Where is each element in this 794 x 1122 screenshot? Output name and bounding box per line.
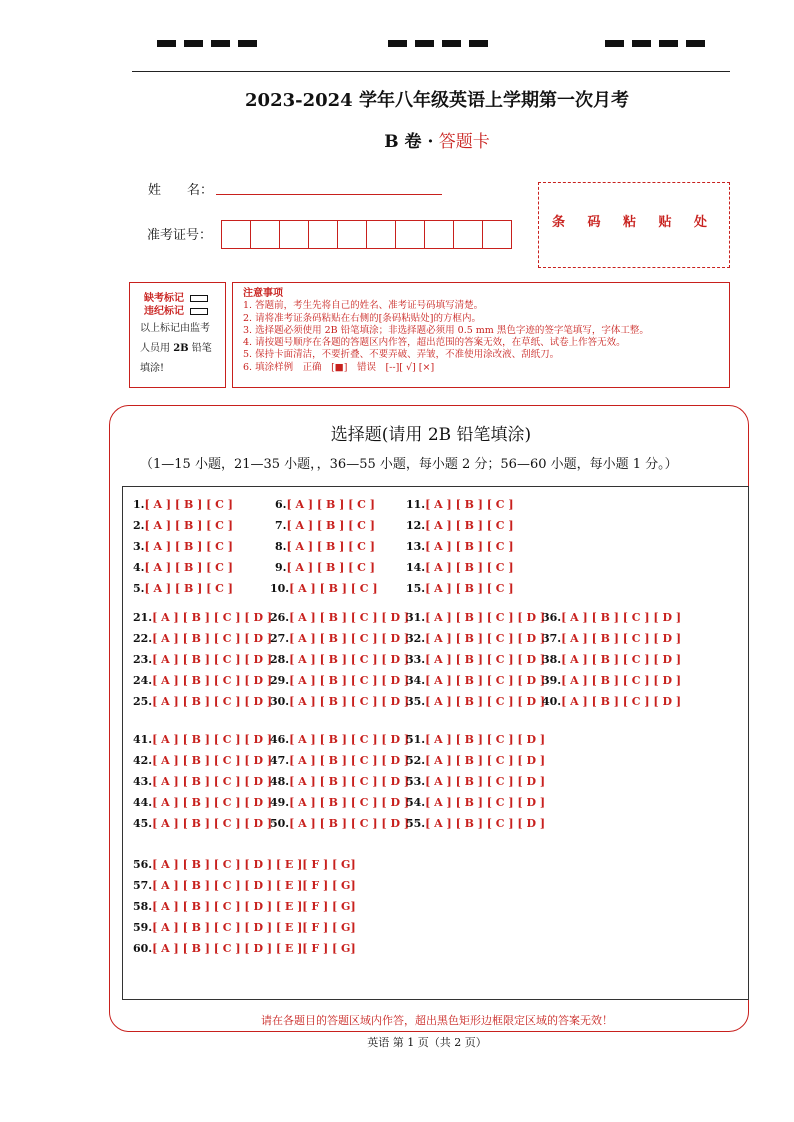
- answer-options[interactable]: [ A ] [ B ] [ C ] [ D ]: [289, 674, 410, 687]
- answer-options[interactable]: [ A ] [ B ] [ C ] [ D ]: [425, 653, 546, 666]
- answer-options[interactable]: [ A ] [ B ] [ C ] [ D ]: [425, 775, 546, 788]
- answer-options[interactable]: [ A ] [ B ] [ C ] [ D ] [ E ][ F ] [ G]: [152, 879, 356, 892]
- question-number: 54.: [406, 796, 426, 809]
- question-row[interactable]: [133, 674, 272, 687]
- answer-options[interactable]: [ A ] [ B ] [ C ]: [425, 582, 514, 595]
- answer-options[interactable]: [ A ] [ B ] [ C ]: [144, 519, 233, 532]
- question-number: 56.: [133, 858, 153, 871]
- question-number: 15.: [406, 582, 426, 595]
- id-digit-box[interactable]: [337, 220, 367, 249]
- question-number: 2.: [133, 519, 145, 532]
- question-row[interactable]: [270, 632, 409, 645]
- answer-options[interactable]: [ A ] [ B ] [ C ] [ D ]: [425, 695, 546, 708]
- answer-options[interactable]: [ A ] [ B ] [ C ] [ D ] [ E ][ F ] [ G]: [152, 858, 356, 871]
- question-row[interactable]: [542, 632, 681, 645]
- answer-options[interactable]: [ A ] [ B ] [ C ]: [144, 582, 233, 595]
- question-row[interactable]: [275, 561, 375, 574]
- question-row[interactable]: [275, 498, 375, 511]
- answer-options[interactable]: [ A ] [ B ] [ C ] [ D ]: [425, 632, 546, 645]
- question-number: 7.: [275, 519, 287, 532]
- question-row[interactable]: [406, 674, 545, 687]
- answer-options[interactable]: [ A ] [ B ] [ C ] [ D ]: [425, 796, 546, 809]
- answer-options[interactable]: [ A ] [ B ] [ C ] [ D ]: [561, 632, 682, 645]
- question-number: 24.: [133, 674, 153, 687]
- question-number: 28.: [270, 653, 290, 666]
- notes-box: [232, 282, 730, 388]
- id-digit-box[interactable]: [366, 220, 396, 249]
- question-row[interactable]: [133, 942, 356, 955]
- answer-sheet-label: 答题卡: [433, 132, 490, 152]
- question-number: 27.: [270, 632, 290, 645]
- question-number: 53.: [406, 775, 426, 788]
- name-field[interactable]: [216, 194, 442, 195]
- id-digit-box[interactable]: [250, 220, 280, 249]
- question-row[interactable]: [270, 653, 409, 666]
- answer-options[interactable]: [ A ] [ B ] [ C ] [ D ]: [289, 632, 410, 645]
- question-number: 21.: [133, 611, 153, 624]
- answer-options[interactable]: [ A ] [ B ] [ C ]: [286, 540, 375, 553]
- answer-options[interactable]: [ A ] [ B ] [ C ] [ D ]: [289, 733, 410, 746]
- page-subtitle: [0, 127, 794, 152]
- question-row[interactable]: [406, 796, 545, 809]
- question-row[interactable]: [542, 653, 681, 666]
- question-number: 3.: [133, 540, 145, 553]
- answer-options[interactable]: [ A ] [ B ] [ C ] [ D ]: [152, 695, 273, 708]
- question-row[interactable]: [406, 519, 514, 532]
- id-digit-box[interactable]: [453, 220, 483, 249]
- section-subtitle: （1—15 小题，21—35 小题，，36—55 小题，每小题 2 分；56—60 小题，每小题 1 分。）: [140, 457, 678, 472]
- answer-options[interactable]: [ A ] [ B ] [ C ] [ D ]: [425, 817, 546, 830]
- answer-options[interactable]: [ A ] [ B ] [ C ] [ D ]: [425, 674, 546, 687]
- question-row[interactable]: [133, 858, 356, 871]
- header-divider: [132, 71, 730, 72]
- question-row[interactable]: [406, 653, 545, 666]
- absent-mark-label: 缺考标记: [144, 293, 184, 304]
- question-number: 25.: [133, 695, 153, 708]
- question-row[interactable]: [270, 775, 409, 788]
- barcode-area: [538, 182, 730, 268]
- question-number: 52.: [406, 754, 426, 767]
- binding-mark: [632, 40, 651, 47]
- question-row[interactable]: [133, 921, 356, 934]
- answer-options[interactable]: [ A ] [ B ] [ C ] [ D ] [ E ][ F ] [ G]: [152, 942, 356, 955]
- answer-options[interactable]: [ A ] [ B ] [ C ] [ D ]: [152, 796, 273, 809]
- supervisor-mark-box: [129, 282, 226, 388]
- question-row[interactable]: [406, 695, 545, 708]
- violation-checkbox[interactable]: [190, 308, 208, 315]
- answer-options[interactable]: [ A ] [ B ] [ C ] [ D ]: [289, 695, 410, 708]
- note-line: 4. 请按题号顺序在各题的答题区内作答，超出范围的答案无效，在草纸、试卷上作答无效。: [243, 337, 626, 349]
- id-label: 准考证号：: [147, 228, 213, 243]
- answer-options[interactable]: [ A ] [ B ] [ C ]: [144, 561, 233, 574]
- question-row[interactable]: [133, 582, 233, 595]
- binding-mark: [442, 40, 461, 47]
- answer-options[interactable]: [ A ] [ B ] [ C ] [ D ]: [152, 754, 273, 767]
- question-row[interactable]: [133, 498, 233, 511]
- question-row[interactable]: [270, 674, 409, 687]
- question-row[interactable]: [270, 796, 409, 809]
- question-number: 31.: [406, 611, 426, 624]
- binding-mark: [211, 40, 230, 47]
- question-number: 38.: [542, 653, 562, 666]
- question-row[interactable]: [270, 695, 409, 708]
- question-number: 51.: [406, 733, 426, 746]
- question-row[interactable]: [133, 754, 272, 767]
- paper-version: B 卷 ·: [384, 132, 434, 152]
- answer-options[interactable]: [ A ] [ B ] [ C ] [ D ]: [561, 611, 682, 624]
- question-number: 34.: [406, 674, 426, 687]
- question-number: 40.: [542, 695, 562, 708]
- answer-options[interactable]: [ A ] [ B ] [ C ] [ D ]: [289, 775, 410, 788]
- answer-options[interactable]: [ A ] [ B ] [ C ]: [425, 540, 514, 553]
- answer-options[interactable]: [ A ] [ B ] [ C ] [ D ]: [152, 611, 273, 624]
- binding-mark: [388, 40, 407, 47]
- question-number: 8.: [275, 540, 287, 553]
- answer-options[interactable]: [ A ] [ B ] [ C ] [ D ]: [289, 611, 410, 624]
- question-row[interactable]: [275, 519, 375, 532]
- page-title: 2023-2024 学年八年级英语上学期第一次月考: [245, 90, 629, 111]
- answer-options[interactable]: [ A ] [ B ] [ C ]: [425, 519, 514, 532]
- question-number: 36.: [542, 611, 562, 624]
- question-row[interactable]: [406, 611, 545, 624]
- note-line: 2. 请将准考证条码粘贴在右侧的[条码粘贴处]的方框内。: [243, 312, 481, 324]
- note-line: 1. 答题前，考生先将自己的姓名、准考证号码填写清楚。: [243, 300, 484, 312]
- question-number: 44.: [133, 796, 153, 809]
- violation-mark-label: 违纪标记: [144, 306, 184, 317]
- question-number: 49.: [270, 796, 290, 809]
- binding-mark: [238, 40, 257, 47]
- answer-options[interactable]: [ A ] [ B ] [ C ] [ D ]: [561, 695, 682, 708]
- question-number: 55.: [406, 817, 426, 830]
- answer-options[interactable]: [ A ] [ B ] [ C ]: [425, 498, 514, 511]
- question-number: 11.: [406, 498, 426, 511]
- question-number: 58.: [133, 900, 153, 913]
- question-number: 57.: [133, 879, 153, 892]
- question-row[interactable]: [406, 775, 545, 788]
- question-row[interactable]: [406, 733, 545, 746]
- answer-options[interactable]: [ A ] [ B ] [ C ]: [289, 582, 378, 595]
- answer-options[interactable]: [ A ] [ B ] [ C ] [ D ]: [425, 733, 546, 746]
- question-number: 37.: [542, 632, 562, 645]
- question-number: 29.: [270, 674, 290, 687]
- question-row[interactable]: [270, 582, 378, 595]
- question-row[interactable]: [133, 796, 272, 809]
- mark-instruction-2: [140, 339, 212, 354]
- answer-area-warning: 请在各题目的答题区域内作答，超出黑色矩形边框限定区域的答案无效！: [261, 1014, 613, 1027]
- question-number: 10.: [270, 582, 290, 595]
- answer-options[interactable]: [ A ] [ B ] [ C ] [ D ] [ E ][ F ] [ G]: [152, 900, 356, 913]
- id-digit-box[interactable]: [424, 220, 454, 249]
- page-footer: 英语 第 1 页（共 2 页）: [367, 1036, 487, 1049]
- question-row[interactable]: [406, 582, 514, 595]
- answer-options[interactable]: [ A ] [ B ] [ C ] [ D ] [ E ][ F ] [ G]: [152, 921, 356, 934]
- question-row[interactable]: [542, 611, 681, 624]
- answer-options[interactable]: [ A ] [ B ] [ C ] [ D ]: [425, 611, 546, 624]
- notes-title: 注意事项: [243, 288, 283, 299]
- answer-options[interactable]: [ A ] [ B ] [ C ] [ D ]: [289, 754, 410, 767]
- answer-options[interactable]: [ A ] [ B ] [ C ]: [425, 561, 514, 574]
- id-digit-box[interactable]: [308, 220, 338, 249]
- answer-options[interactable]: [ A ] [ B ] [ C ] [ D ]: [561, 674, 682, 687]
- question-row[interactable]: [133, 900, 356, 913]
- question-row[interactable]: [406, 540, 514, 553]
- question-number: 41.: [133, 733, 153, 746]
- question-row[interactable]: [270, 754, 409, 767]
- name-label: 姓 名：: [148, 183, 214, 198]
- question-row[interactable]: [133, 653, 272, 666]
- question-row[interactable]: [133, 817, 272, 830]
- binding-mark: [605, 40, 624, 47]
- mark-instruction-3: 填涂!: [140, 363, 165, 374]
- id-digit-box[interactable]: [279, 220, 309, 249]
- question-row[interactable]: [133, 519, 233, 532]
- question-number: 33.: [406, 653, 426, 666]
- question-number: 42.: [133, 754, 153, 767]
- section-title: 选择题(请用 2B 铅笔填涂): [330, 425, 532, 445]
- question-number: 13.: [406, 540, 426, 553]
- question-row[interactable]: [133, 879, 356, 892]
- answer-options[interactable]: [ A ] [ B ] [ C ] [ D ]: [152, 632, 273, 645]
- question-row[interactable]: [133, 733, 272, 746]
- binding-mark: [157, 40, 176, 47]
- answer-options[interactable]: [ A ] [ B ] [ C ]: [286, 498, 375, 511]
- mark-instruction-2a: 人员用: [140, 343, 174, 354]
- barcode-label: 条 码 粘 贴 处: [551, 215, 717, 230]
- question-row[interactable]: [270, 733, 409, 746]
- absent-checkbox[interactable]: [190, 295, 208, 302]
- question-number: 43.: [133, 775, 153, 788]
- answer-options[interactable]: [ A ] [ B ] [ C ] [ D ]: [289, 817, 410, 830]
- answer-options[interactable]: [ A ] [ B ] [ C ]: [286, 561, 375, 574]
- question-number: 12.: [406, 519, 426, 532]
- question-number: 6.: [275, 498, 287, 511]
- question-row[interactable]: [270, 611, 409, 624]
- note-line: 3. 选择题必须使用 2B 铅笔填涂；非选择题必须用 0.5 mm 黑色字迹的签字笔填写，字体工整。: [243, 324, 649, 336]
- answer-options[interactable]: [ A ] [ B ] [ C ] [ D ]: [425, 754, 546, 767]
- note-line: 6. 填涂样例 正确 [■] 错误 [--][ √] [×]: [243, 361, 435, 373]
- question-row[interactable]: [133, 611, 272, 624]
- question-number: 4.: [133, 561, 145, 574]
- id-digit-box[interactable]: [395, 220, 425, 249]
- question-number: 48.: [270, 775, 290, 788]
- question-number: 35.: [406, 695, 426, 708]
- question-row[interactable]: [542, 695, 681, 708]
- question-row[interactable]: [133, 695, 272, 708]
- question-number: 1.: [133, 498, 145, 511]
- question-number: 60.: [133, 942, 153, 955]
- question-number: 47.: [270, 754, 290, 767]
- question-number: 39.: [542, 674, 562, 687]
- question-row[interactable]: [406, 754, 545, 767]
- answer-options[interactable]: [ A ] [ B ] [ C ]: [144, 540, 233, 553]
- question-row[interactable]: [406, 561, 514, 574]
- id-digit-box[interactable]: [482, 220, 512, 249]
- binding-mark: [184, 40, 203, 47]
- question-row[interactable]: [406, 817, 545, 830]
- answer-options[interactable]: [ A ] [ B ] [ C ] [ D ]: [152, 775, 273, 788]
- answer-options[interactable]: [ A ] [ B ] [ C ]: [144, 498, 233, 511]
- question-row[interactable]: [406, 632, 545, 645]
- question-row[interactable]: [133, 775, 272, 788]
- answer-options[interactable]: [ A ] [ B ] [ C ] [ D ]: [289, 653, 410, 666]
- question-row[interactable]: [270, 817, 409, 830]
- question-number: 14.: [406, 561, 426, 574]
- question-number: 22.: [133, 632, 153, 645]
- binding-mark: [469, 40, 488, 47]
- question-number: 50.: [270, 817, 290, 830]
- mark-instruction-1: 以上标记由监考: [140, 323, 210, 334]
- answer-options[interactable]: [ A ] [ B ] [ C ] [ D ]: [561, 653, 682, 666]
- answer-options[interactable]: [ A ] [ B ] [ C ] [ D ]: [152, 674, 273, 687]
- answer-options[interactable]: [ A ] [ B ] [ C ] [ D ]: [289, 796, 410, 809]
- question-row[interactable]: [133, 632, 272, 645]
- id-digit-box[interactable]: [221, 220, 251, 249]
- exam-id-boxes[interactable]: [222, 220, 512, 248]
- answer-options[interactable]: [ A ] [ B ] [ C ] [ D ]: [152, 733, 273, 746]
- mark-instruction-2c: 铅笔: [188, 343, 212, 354]
- question-number: 9.: [275, 561, 287, 574]
- binding-mark: [415, 40, 434, 47]
- binding-mark: [659, 40, 678, 47]
- note-line: 5. 保持卡面清洁，不要折叠、不要弄破、弄皱，不准使用涂改液、刮纸刀。: [243, 349, 560, 361]
- question-row[interactable]: [133, 561, 233, 574]
- question-number: 46.: [270, 733, 290, 746]
- answer-options[interactable]: [ A ] [ B ] [ C ]: [286, 519, 375, 532]
- question-number: 23.: [133, 653, 153, 666]
- question-row[interactable]: [133, 540, 233, 553]
- question-number: 30.: [270, 695, 290, 708]
- question-row[interactable]: [406, 498, 514, 511]
- question-row[interactable]: [542, 674, 681, 687]
- question-number: 32.: [406, 632, 426, 645]
- question-number: 45.: [133, 817, 153, 830]
- question-row[interactable]: [275, 540, 375, 553]
- binding-mark: [686, 40, 705, 47]
- mark-instruction-2b: 2B: [173, 343, 189, 354]
- question-number: 59.: [133, 921, 153, 934]
- answer-options[interactable]: [ A ] [ B ] [ C ] [ D ]: [152, 817, 273, 830]
- question-number: 5.: [133, 582, 145, 595]
- answer-options[interactable]: [ A ] [ B ] [ C ] [ D ]: [152, 653, 273, 666]
- violation-mark: [144, 302, 208, 317]
- question-number: 26.: [270, 611, 290, 624]
